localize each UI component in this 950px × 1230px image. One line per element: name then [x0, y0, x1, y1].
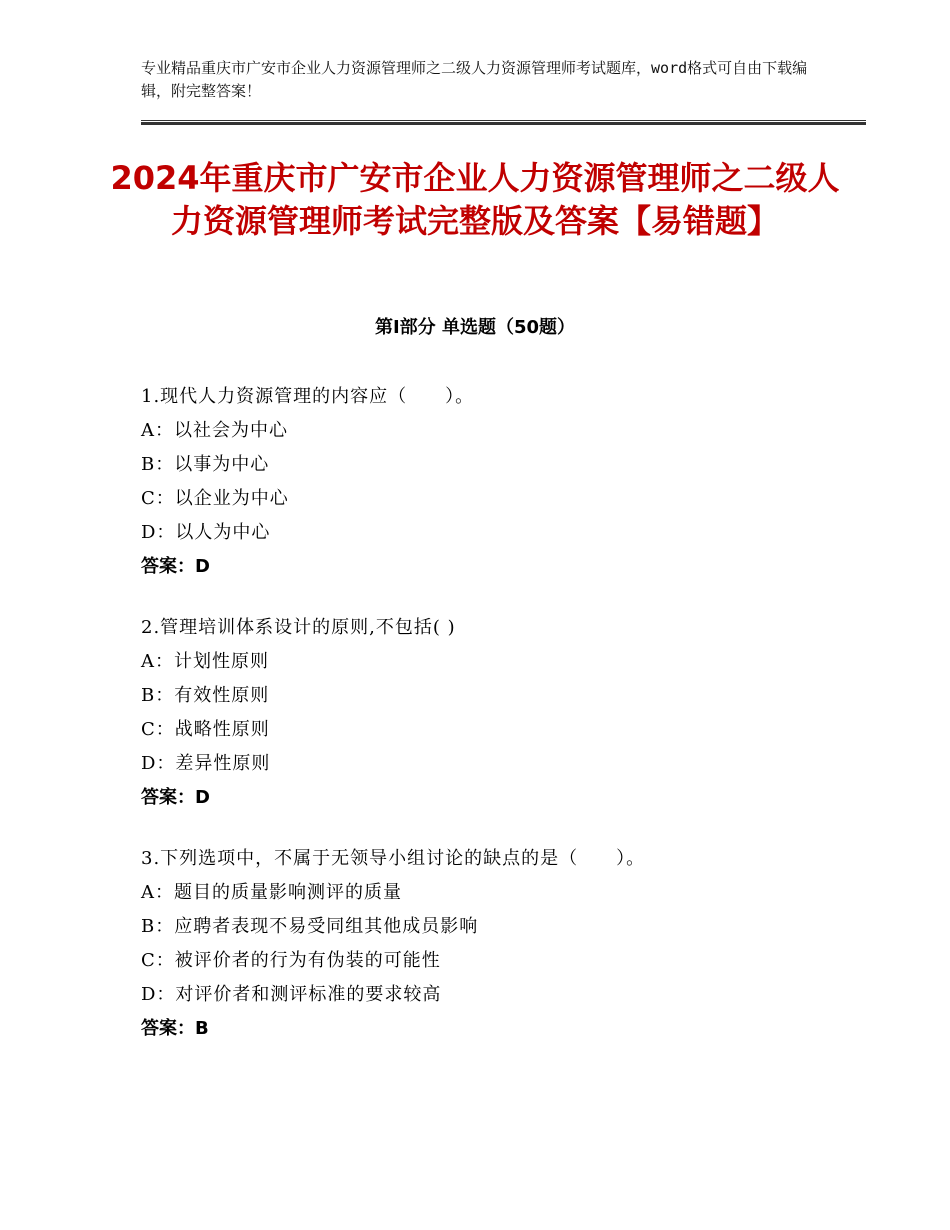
option-a: A：计划性原则 — [141, 651, 269, 672]
option-d: D：对评价者和测评标准的要求较高 — [141, 984, 442, 1005]
answer-line: 答案：D — [141, 556, 210, 577]
section-heading: 第Ⅰ部分 单选题（50题） — [374, 317, 575, 338]
option-a: A：题目的质量影响测评的质量 — [141, 882, 402, 903]
option-b: B：有效性原则 — [141, 685, 270, 706]
option-a: A：以社会为中心 — [141, 420, 288, 441]
option-c: C：被评价者的行为有伪装的可能性 — [141, 950, 441, 971]
option-b: B：应聘者表现不易受同组其他成员影响 — [141, 916, 479, 937]
option-d: D：差异性原则 — [141, 753, 271, 774]
option-c: C：战略性原则 — [141, 719, 270, 740]
option-d: D：以人为中心 — [141, 522, 271, 543]
option-c: C：以企业为中心 — [141, 488, 289, 509]
question-1 — [141, 380, 866, 584]
question-2 — [141, 611, 866, 815]
question-list — [141, 380, 866, 1073]
question-stem: 3.下列选项中，不属于无领导小组讨论的缺点的是（ ）。 — [141, 848, 646, 869]
answer-line: 答案：D — [141, 787, 210, 808]
answer-line: 答案：B — [141, 1018, 209, 1039]
option-b: B：以事为中心 — [141, 454, 270, 475]
question-stem: 1.现代人力资源管理的内容应（ ）。 — [141, 386, 475, 407]
document-title: 2024年重庆市广安市企业人力资源管理师之二级人力资源管理师考试完整版及答案【易错题】 — [110, 159, 840, 240]
header-divider — [141, 120, 866, 125]
header-note: 专业精品重庆市广安市企业人力资源管理师之二级人力资源管理师考试题库，word格式可自由下载编辑，附完整答案！ — [141, 59, 808, 100]
question-3 — [141, 842, 866, 1046]
question-stem: 2.管理培训体系设计的原则,不包括( ) — [141, 617, 456, 638]
